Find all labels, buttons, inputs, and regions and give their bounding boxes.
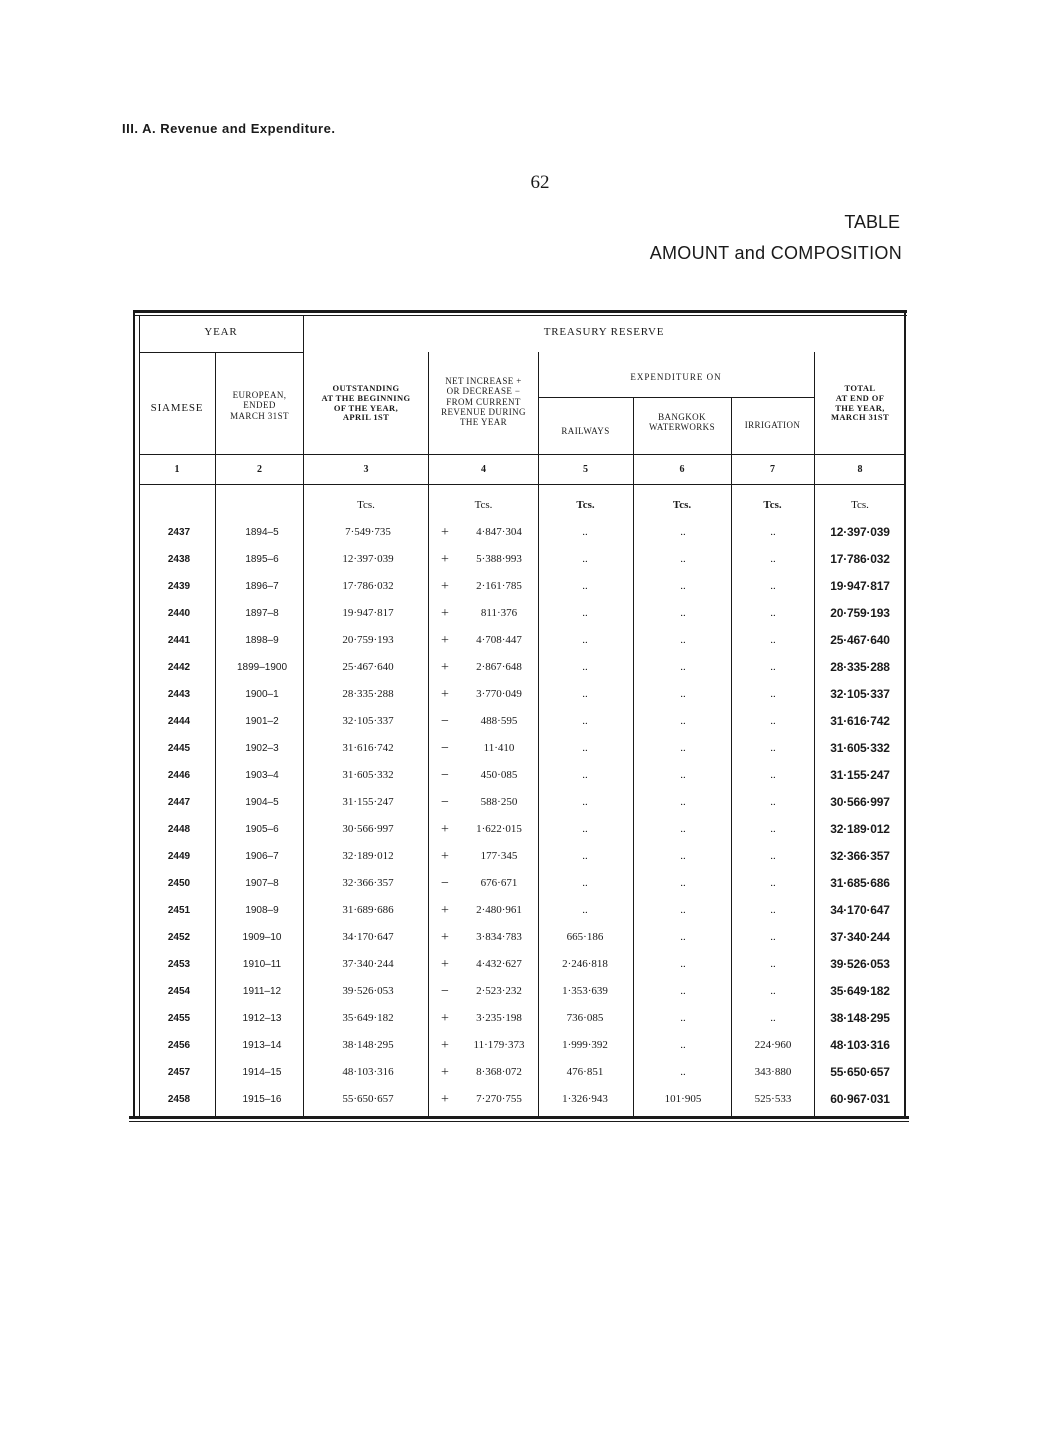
railways-cell: .. — [582, 607, 588, 619]
table-label: TABLE — [844, 212, 900, 232]
section-title: III. A. Revenue and Expenditure. — [122, 121, 336, 136]
european-year-cell: 1915–16 — [242, 1094, 282, 1105]
unit-irrigation: Tcs. — [763, 499, 782, 511]
bangkok-waterworks-cell: .. — [680, 553, 686, 565]
irrigation-cell: .. — [770, 958, 776, 970]
european-year-cell: 1898–9 — [245, 635, 279, 646]
col-number-4: 4 — [481, 464, 486, 475]
table-row — [133, 627, 907, 654]
irrigation-cell: 343·880 — [754, 1066, 792, 1078]
sign-cell: + — [441, 606, 449, 621]
outstanding-cell: 25·467·640 — [342, 661, 394, 673]
col-number-1: 1 — [174, 464, 180, 475]
sign-cell: − — [441, 714, 449, 729]
siamese-year-cell: 2445 — [167, 743, 191, 754]
col-header-european-l3: MARCH 31ST — [230, 410, 289, 421]
railways-cell: .. — [582, 661, 588, 673]
unit-railways: Tcs. — [576, 499, 595, 511]
table-row — [133, 519, 907, 546]
col-header-bangkok — [633, 412, 731, 433]
rule-under-expenditure — [538, 397, 814, 398]
net-change-cell: 4·708·447 — [476, 634, 522, 646]
european-year-cell: 1894–5 — [245, 527, 279, 538]
bangkok-waterworks-cell: .. — [680, 850, 686, 862]
siamese-year-cell: 2455 — [167, 1013, 191, 1024]
outstanding-cell: 39·526·053 — [342, 985, 394, 997]
col-number-2: 2 — [257, 464, 262, 475]
bangkok-waterworks-cell: .. — [680, 1012, 686, 1024]
table-row — [133, 1032, 907, 1059]
total-cell: 25·467·640 — [830, 633, 890, 647]
siamese-year-cell: 2440 — [167, 608, 191, 619]
siamese-year-cell: 2438 — [167, 554, 191, 565]
outstanding-cell: 31·689·686 — [342, 904, 394, 916]
bangkok-waterworks-cell: .. — [680, 526, 686, 538]
european-year-cell: 1913–14 — [242, 1040, 282, 1051]
railways-cell: .. — [582, 742, 588, 754]
european-year-cell: 1906–7 — [245, 851, 279, 862]
net-change-cell: 3·770·049 — [476, 688, 522, 700]
col-header-outstanding-l4: APRIL 1ST — [342, 412, 390, 423]
net-change-cell: 2·523·232 — [476, 985, 522, 997]
sign-cell: + — [441, 822, 449, 837]
railways-cell: .. — [582, 850, 588, 862]
net-change-cell: 676·671 — [480, 877, 518, 889]
total-cell: 20·759·193 — [830, 606, 890, 620]
european-year-cell: 1907–8 — [245, 878, 279, 889]
table-row — [133, 708, 907, 735]
siamese-year-cell: 2441 — [167, 635, 191, 646]
table-row — [133, 870, 907, 897]
net-change-cell: 450·085 — [480, 769, 518, 781]
sign-cell: − — [441, 984, 449, 999]
railways-cell: .. — [582, 823, 588, 835]
rule-under-colnums — [139, 484, 905, 485]
net-change-cell: 5·388·993 — [476, 553, 522, 565]
irrigation-cell: 525·533 — [754, 1093, 792, 1105]
col-header-bangkok-l2: WATERWORKS — [648, 422, 715, 433]
net-change-cell: 588·250 — [480, 796, 518, 808]
table-row — [133, 762, 907, 789]
sign-cell: + — [441, 849, 449, 864]
siamese-year-cell: 2450 — [167, 878, 191, 889]
sign-cell: − — [441, 741, 449, 756]
irrigation-cell: .. — [770, 634, 776, 646]
siamese-year-cell: 2443 — [167, 689, 191, 700]
siamese-year-cell: 2442 — [167, 662, 191, 673]
net-change-cell: 3·235·198 — [476, 1012, 522, 1024]
col-header-irrigation: IRRIGATION — [744, 420, 801, 430]
total-cell: 12·397·039 — [830, 525, 890, 539]
outstanding-cell: 38·148·295 — [342, 1039, 394, 1051]
sign-cell: − — [441, 768, 449, 783]
irrigation-cell: .. — [770, 823, 776, 835]
bangkok-waterworks-cell: .. — [680, 904, 686, 916]
total-cell: 35·649·182 — [830, 984, 890, 998]
unit-bangkok: Tcs. — [672, 499, 692, 511]
net-change-cell: 11·410 — [483, 742, 515, 754]
european-year-cell: 1900–1 — [245, 689, 279, 700]
col-header-outstanding-l2: AT THE BEGINNING — [321, 392, 411, 403]
irrigation-cell: .. — [770, 742, 776, 754]
railways-cell: 736·085 — [566, 1012, 604, 1024]
railways-cell: 1·353·639 — [562, 985, 608, 997]
total-cell: 32·189·012 — [830, 822, 890, 836]
irrigation-cell: .. — [770, 985, 776, 997]
irrigation-cell: .. — [770, 850, 776, 862]
total-cell: 30·566·997 — [830, 795, 890, 809]
siamese-year-cell: 2451 — [167, 905, 191, 916]
bangkok-waterworks-cell: .. — [680, 661, 686, 673]
total-cell: 31·616·742 — [830, 714, 890, 728]
sign-cell: + — [441, 930, 449, 945]
bangkok-waterworks-cell: .. — [680, 688, 686, 700]
expenditure-group-header: EXPENDITURE ON — [630, 372, 722, 382]
european-year-cell: 1901–2 — [245, 716, 279, 727]
outstanding-cell: 20·759·193 — [342, 634, 394, 646]
col-header-total-l4: MARCH 31ST — [830, 412, 890, 423]
siamese-year-cell: 2453 — [167, 959, 191, 970]
european-year-cell: 1896–7 — [245, 581, 279, 592]
col-header-total-l1: TOTAL — [844, 383, 876, 393]
sign-cell: + — [441, 552, 449, 567]
railways-cell: .. — [582, 634, 588, 646]
outstanding-cell: 12·397·039 — [342, 553, 394, 565]
irrigation-cell: .. — [770, 688, 776, 700]
railways-cell: 2·246·818 — [562, 958, 608, 970]
top-rule-thin — [133, 315, 907, 316]
col-number-5: 5 — [583, 464, 588, 475]
col-header-net-l4: REVENUE DURING — [441, 407, 526, 418]
col-header-total-l3: THE YEAR, — [835, 402, 885, 413]
outstanding-cell: 30·566·997 — [342, 823, 394, 835]
irrigation-cell: .. — [770, 931, 776, 943]
bangkok-waterworks-cell: .. — [680, 823, 686, 835]
railways-cell: .. — [582, 796, 588, 808]
col-header-european-l1: EUROPEAN, — [232, 390, 287, 400]
outstanding-cell: 48·103·316 — [342, 1066, 394, 1078]
european-year-cell: 1905–6 — [245, 824, 279, 835]
outstanding-cell: 32·366·357 — [342, 877, 394, 889]
sign-cell: + — [441, 579, 449, 594]
net-change-cell: 4·432·627 — [476, 958, 522, 970]
railways-cell: 476·851 — [566, 1066, 604, 1078]
siamese-year-cell: 2456 — [167, 1040, 191, 1051]
col-header-total-l2: AT END OF — [835, 392, 885, 403]
siamese-year-cell: 2437 — [167, 527, 191, 538]
siamese-year-cell: 2439 — [167, 581, 191, 592]
top-rule-thick — [133, 310, 907, 313]
table-row — [133, 843, 907, 870]
net-change-cell: 3·834·783 — [476, 931, 522, 943]
outstanding-cell: 17·786·032 — [342, 580, 394, 592]
total-cell: 31·155·247 — [830, 768, 890, 782]
outstanding-cell: 32·105·337 — [342, 715, 394, 727]
railways-cell: 1·326·943 — [562, 1093, 608, 1105]
table-row — [133, 600, 907, 627]
irrigation-cell: .. — [770, 796, 776, 808]
total-cell: 17·786·032 — [830, 552, 890, 566]
outstanding-cell: 32·189·012 — [342, 850, 394, 862]
bangkok-waterworks-cell: .. — [680, 796, 686, 808]
siamese-year-cell: 2458 — [167, 1094, 191, 1105]
table-row — [133, 789, 907, 816]
european-year-cell: 1902–3 — [245, 743, 279, 754]
col-number-6: 6 — [679, 464, 685, 475]
siamese-year-cell: 2457 — [167, 1067, 191, 1078]
unit-net: Tcs. — [474, 499, 493, 511]
total-cell: 60·967·031 — [830, 1092, 890, 1106]
outstanding-cell: 34·170·647 — [342, 931, 394, 943]
net-change-cell: 8·368·072 — [476, 1066, 522, 1078]
outstanding-cell: 55·650·657 — [342, 1093, 394, 1105]
col-header-net-l5: THE YEAR — [459, 417, 508, 428]
railways-cell: .. — [582, 877, 588, 889]
railways-cell: .. — [582, 526, 588, 538]
european-year-cell: 1911–12 — [242, 986, 282, 997]
european-year-cell: 1903–4 — [245, 770, 279, 781]
col-number-7: 7 — [770, 464, 775, 475]
bangkok-waterworks-cell: .. — [680, 931, 686, 943]
table-row — [133, 735, 907, 762]
european-year-cell: 1895–6 — [245, 554, 279, 565]
total-cell: 19·947·817 — [830, 579, 890, 593]
irrigation-cell: .. — [770, 904, 776, 916]
table-subtitle: AMOUNT and COMPOSITION — [649, 243, 902, 263]
table-row — [133, 1005, 907, 1032]
net-change-cell: 4·847·304 — [476, 526, 522, 538]
bangkok-waterworks-cell: .. — [680, 769, 686, 781]
irrigation-cell: .. — [770, 877, 776, 889]
outstanding-cell: 31·616·742 — [342, 742, 394, 754]
col-header-net-l3: FROM CURRENT — [446, 396, 521, 407]
table-row — [133, 1059, 907, 1086]
col-header-european — [216, 390, 303, 421]
table-row — [133, 897, 907, 924]
railways-cell: .. — [582, 904, 588, 916]
total-cell: 32·105·337 — [830, 687, 890, 701]
col-number-3: 3 — [363, 464, 369, 475]
bangkok-waterworks-cell: .. — [680, 742, 686, 754]
european-year-cell: 1908–9 — [245, 905, 279, 916]
total-cell: 48·103·316 — [830, 1038, 890, 1052]
col-header-net-l2: OR DECREASE − — [446, 386, 521, 397]
unit-total: Tcs. — [851, 499, 869, 511]
sign-cell: + — [441, 957, 449, 972]
table-row — [133, 816, 907, 843]
col-header-outstanding-l3: OF THE YEAR, — [333, 402, 399, 413]
outstanding-cell: 31·605·332 — [342, 769, 394, 781]
year-group-header: YEAR — [204, 326, 238, 338]
col-header-net-l1: NET INCREASE + — [445, 376, 522, 386]
col-header-total — [815, 384, 905, 423]
railways-cell: .. — [582, 715, 588, 727]
railways-cell: 665·186 — [566, 931, 604, 943]
total-cell: 28·335·288 — [830, 660, 890, 674]
irrigation-cell: .. — [770, 553, 776, 565]
sign-cell: + — [441, 1092, 449, 1107]
col-header-railways: RAILWAYS — [561, 426, 610, 436]
irrigation-cell: .. — [770, 580, 776, 592]
total-cell: 38·148·295 — [830, 1011, 890, 1025]
european-year-cell: 1904–5 — [245, 797, 279, 808]
table-row — [133, 573, 907, 600]
total-cell: 55·650·657 — [830, 1065, 890, 1079]
bottom-rule-thick — [129, 1116, 909, 1119]
net-change-cell: 1·622·015 — [476, 823, 522, 835]
railways-cell: .. — [582, 769, 588, 781]
col-header-outstanding — [304, 384, 428, 423]
table-row — [133, 978, 907, 1005]
outstanding-cell: 31·155·247 — [342, 796, 394, 808]
irrigation-cell: .. — [770, 526, 776, 538]
net-change-cell: 811·376 — [480, 607, 518, 619]
col-number-8: 8 — [857, 464, 863, 475]
european-year-cell: 1914–15 — [242, 1067, 282, 1078]
irrigation-cell: 224·960 — [754, 1039, 792, 1051]
irrigation-cell: .. — [770, 1012, 776, 1024]
bangkok-waterworks-cell: .. — [680, 1039, 686, 1051]
net-change-cell: 488·595 — [480, 715, 518, 727]
table-row — [133, 924, 907, 951]
total-cell: 37·340·244 — [830, 930, 890, 944]
railways-cell: .. — [582, 688, 588, 700]
siamese-year-cell: 2452 — [167, 932, 191, 943]
european-year-cell: 1897–8 — [245, 608, 279, 619]
net-change-cell: 7·270·755 — [476, 1093, 522, 1105]
total-cell: 31·605·332 — [830, 741, 890, 755]
bangkok-waterworks-cell: .. — [680, 877, 686, 889]
total-cell: 39·526·053 — [830, 957, 890, 971]
bangkok-waterworks-cell: .. — [680, 634, 686, 646]
col-header-siamese: SIAMESE — [150, 402, 204, 414]
rule-under-headers — [139, 454, 905, 455]
bangkok-waterworks-cell: .. — [680, 985, 686, 997]
bottom-rule-thin — [129, 1121, 909, 1122]
col-header-net — [429, 376, 538, 428]
sign-cell: + — [441, 1011, 449, 1026]
table-row — [133, 681, 907, 708]
col-header-outstanding-l1: OUTSTANDING — [332, 383, 400, 393]
sign-cell: + — [441, 687, 449, 702]
bangkok-waterworks-cell: .. — [680, 1066, 686, 1078]
treasury-reserve-group-header: TREASURY RESERVE — [543, 326, 665, 338]
outstanding-cell: 7·549·735 — [345, 526, 391, 538]
col-header-bangkok-l1: BANGKOK — [658, 412, 706, 422]
total-cell: 31·685·686 — [830, 876, 890, 890]
siamese-year-cell: 2454 — [167, 986, 191, 997]
railways-cell: 1·999·392 — [562, 1039, 608, 1051]
net-change-cell: 2·480·961 — [476, 904, 522, 916]
sign-cell: − — [441, 795, 449, 810]
net-change-cell: 177·345 — [480, 850, 518, 862]
siamese-year-cell: 2444 — [167, 716, 191, 727]
net-change-cell: 11·179·373 — [473, 1039, 525, 1051]
outstanding-cell: 35·649·182 — [342, 1012, 394, 1024]
bangkok-waterworks-cell: .. — [680, 607, 686, 619]
unit-outstanding: Tcs. — [357, 499, 375, 511]
sign-cell: + — [441, 1038, 449, 1053]
bangkok-waterworks-cell: 101·905 — [664, 1093, 702, 1105]
page-number: 62 — [530, 172, 550, 193]
net-change-cell: 2·161·785 — [476, 580, 522, 592]
sign-cell: + — [441, 1065, 449, 1080]
net-change-cell: 2·867·648 — [476, 661, 522, 673]
table-row — [133, 951, 907, 978]
total-cell: 34·170·647 — [830, 903, 890, 917]
col-header-european-l2: ENDED — [243, 400, 276, 411]
irrigation-cell: .. — [770, 661, 776, 673]
bangkok-waterworks-cell: .. — [680, 958, 686, 970]
european-year-cell: 1912–13 — [242, 1013, 282, 1024]
irrigation-cell: .. — [770, 607, 776, 619]
sign-cell: + — [441, 525, 449, 540]
railways-cell: .. — [582, 580, 588, 592]
siamese-year-cell: 2447 — [167, 797, 191, 808]
irrigation-cell: .. — [770, 769, 776, 781]
outstanding-cell: 28·335·288 — [342, 688, 394, 700]
siamese-year-cell: 2446 — [167, 770, 191, 781]
bangkok-waterworks-cell: .. — [680, 580, 686, 592]
table-row — [133, 1086, 907, 1113]
table-row — [133, 654, 907, 681]
bangkok-waterworks-cell: .. — [680, 715, 686, 727]
railways-cell: .. — [582, 553, 588, 565]
total-cell: 32·366·357 — [830, 849, 890, 863]
european-year-cell: 1910–11 — [242, 959, 282, 970]
sign-cell: + — [441, 633, 449, 648]
sign-cell: + — [441, 903, 449, 918]
siamese-year-cell: 2449 — [167, 851, 191, 862]
irrigation-cell: .. — [770, 715, 776, 727]
sign-cell: − — [441, 876, 449, 891]
sign-cell: + — [441, 660, 449, 675]
outstanding-cell: 19·947·817 — [342, 607, 394, 619]
rule-under-year — [139, 352, 303, 353]
european-year-cell: 1899–1900 — [236, 662, 288, 673]
outstanding-cell: 37·340·244 — [342, 958, 394, 970]
siamese-year-cell: 2448 — [167, 824, 191, 835]
european-year-cell: 1909–10 — [242, 932, 282, 943]
treasury-reserve-table — [133, 310, 907, 1122]
table-row — [133, 546, 907, 573]
